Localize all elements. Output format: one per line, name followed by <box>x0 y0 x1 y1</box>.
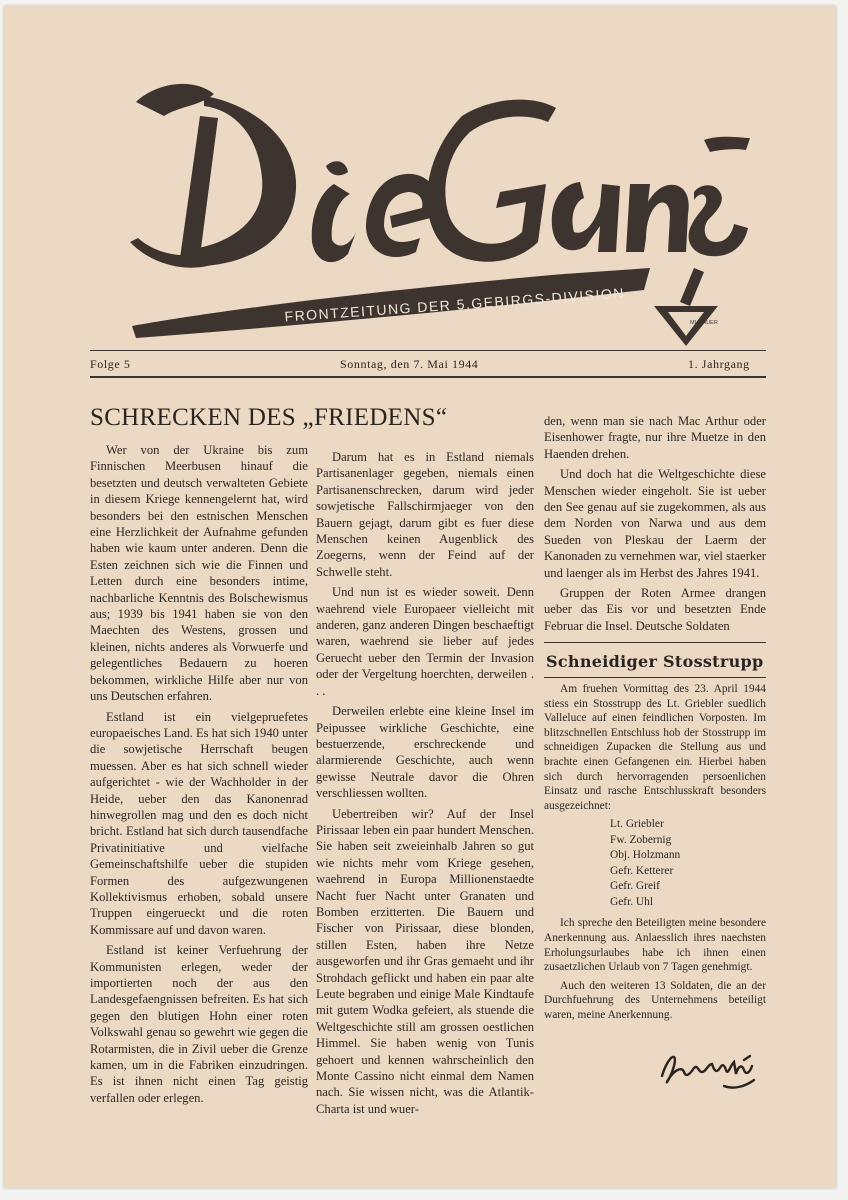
signature-mark <box>654 1036 764 1096</box>
masthead-subtitle: FRONTZEITUNG DER 5.GEBIRGS-DIVISION <box>284 284 626 325</box>
column-1 <box>90 442 308 1110</box>
honoree-name: Gefr. Uhl <box>610 895 654 908</box>
issue-volume: 1. Jahrgang <box>688 357 750 371</box>
col3-paragraph: den, wenn man sie nach Mac Arthur oder Eisenhower fragte, nur ihre Muetze in den Haenden drehen. <box>544 414 766 461</box>
col1-paragraph: Estland ist ein vielgepruefetes europaeisches Land. Es hat sich 1940 unter die sowjetische Herrschaft beugen muessen. Aber es hat sich schnell wieder aufgerichtet - wie der Wachholder in der Heide, ueber den das Kanonenrad hinwegrollen mag und den es doch nicht bricht. Estland hat sich durch tausendfache Privatinitiative und vielfache Gemeinschaftshilfe ueber die stupiden Formen des aufgezwungenen Kollektivismus erhoben, sobald unsere Truppen eingerueckt und die roten Kommissare auf und davon waren. <box>90 709 308 937</box>
signature <box>654 1036 764 1101</box>
col3-paragraph: Und doch hat die Weltgeschichte diese Menschen wieder eingeholt. Sie ist ueber den See genau auf sie zugekommen, als aus dem Norden von Narwa und aus dem Sueden von Pleskau der Laerm der Kanonaden zu vernehmen war, viel staerker und laenger als im Herbst des Jahres 1941. <box>544 467 766 580</box>
story2-paragraph: Ich spreche den Beteiligten meine besondere Anerkennung aus. Anlaesslich ihres naechsten Erholungsurlaubes habe ich ihnen einen zusaetzlichen Urlaub von 7 Tagen genehmigt. <box>544 917 766 974</box>
honoree-name: Fw. Zobernig <box>610 833 672 846</box>
col1-paragraph: Estland ist keiner Verfuehrung der Kommunisten erlegen, weder der importierten noch der aus den Landesgefaengnissen befreiten. Es hat sich gegen den blutigen Hohn einer roten Volkswahl genau so gewehrt wie gegen die Rotarmisten, die in Zivil ueber die Grenze kamen, um in die Fabriken einzudringen. Es ist ihnen nicht einen Tag geistig verfallen oder erlegen. <box>90 943 308 1105</box>
col2-paragraph: Derweilen erlebte eine kleine Insel im Peipussee wirkliche Geschichte, eine bestuerzende, erschreckende und alarmierende Geschichte, auch wenn gewisse Neutrale davor die Ohren verschliessen wollten. <box>316 704 534 801</box>
honoree-name: Gefr. Greif <box>610 880 660 893</box>
col2-paragraph: Und nun ist es wieder soweit. Denn waehrend viele Europaeer vielleicht mit anderen, ganz anderen Dingen beschaeftigt waren, waehrend sie lieber auf jedes Geruecht ueber den Termin der Invasion oder der Vergeltung hoerchten, derweilen . . . <box>316 585 534 698</box>
story2-bottom-rule <box>544 677 766 678</box>
column-2 <box>316 449 534 1121</box>
col2-paragraph: Darum hat es in Estland niemals Partisanenlager gegeben, niemals einen Partisanenschrecken, darum wird jeder sowjetische Fallschirmjaeger von den Bauern gejagt, darum gibt es fuer diese Menschen keinen Augenblick des Zoegerns, wenn der Feind auf der Schwelle steht. <box>316 450 534 579</box>
issue-date: Sonntag, den 7. Mai 1944 <box>340 357 479 371</box>
bottom-rule <box>90 376 766 378</box>
col2-paragraph: Uebertreiben wir? Auf der Insel Pirissaar leben ein paar hundert Menschen. Sie haben seit zweieinhalb Jahren so gut wie nichts mehr vom Kriege gesehen, waehrend in Europa Millionenstaedte Nacht fuer Nacht unter Granaten und Bomben erzitterten. Die Bauern und Fischer von Pirissaar, diese blonden, stillen Esten, haben ihre Netze ausgeworfen und ihr Gras gemaeht und ihr Strohdach geflickt und haben ein paar alte Leute begraben und einige Male Kindtaufe mit gutem Wodka gefeiert, als stuende die Weltgeschichte still am grossen oestlichen Himmel. Sie haben wenig von Tunis gehoert und kennen wahrscheinlich den Monte Cassino nicht einmal dem Namen nach. Sie wissen nicht, was die Atlantik-Charta ist und wuer- <box>316 806 534 1116</box>
masthead-logo <box>4 6 836 356</box>
honoree-name: Gefr. Ketterer <box>610 864 674 877</box>
story2-paragraph: Am fruehen Vormittag des 23. April 1944 stiess ein Stosstrupp des Lt. Griebler suedlich Valleluce auf einen feindlichen Vorposten. Im blitzschnellen Entschluss hob der Stosstrupp im schneidigen Zupacken die Stellung aus und brachte einen Gefangenen ein. Hierbei haben sich durch hervorragenden persoenlichen Einsatz und rasche Entschlusskraft besonders ausgezeichnet: <box>544 683 766 812</box>
top-rule <box>90 350 766 351</box>
column-3 <box>544 413 766 638</box>
issue-number: Folge 5 <box>90 357 131 371</box>
col1-paragraph: Wer von der Ukraine bis zum Finnischen Meerbusen hinauf die besetzten und deutsch verwalteten Gebiete in diesem Kriege kennengelernt hat, wird besonders bei den estnischen Menschen eine Herzlichkeit der Aufnahme gefunden haben wie kaum unter anderen. Denn die Esten zeichnen sich wie die Finnen und Letten durch eine besonders intime, nachbarliche Kenntnis des Bolschewismus aus; 1939 bis 1941 haben sie von den Maechten des Westens, grossen und kleinen, nichts anderes als Vorwuerfe und gelegentliches Bedauern zu hoeren bekommen, wirkliche Hilfe aber nur von uns Deutschen erfahren. <box>90 443 308 704</box>
story2-body <box>544 682 766 1027</box>
newspaper-page <box>4 6 836 1188</box>
story2-top-rule <box>544 642 766 643</box>
artist-mark: MURAUER <box>690 320 718 326</box>
story2-title: Schneidiger Stosstrupp <box>546 652 764 671</box>
col3-paragraph: Gruppen der Roten Armee drangen ueber das Eis vor und besetzten Ende Februar die Insel. Deutsche Soldaten <box>544 586 766 633</box>
masthead <box>4 6 836 356</box>
honoree-list <box>544 817 766 910</box>
story2-paragraph: Auch den weiteren 13 Soldaten, die an der Durchfuehrung des Unternehmens beteiligt waren, meine Anerkennung. <box>544 979 766 1021</box>
honoree-name: Obj. Holzmann <box>610 849 681 862</box>
headline: SCHRECKEN DES „FRIEDENS“ <box>90 404 448 431</box>
honoree-name: Lt. Griebler <box>610 818 664 831</box>
